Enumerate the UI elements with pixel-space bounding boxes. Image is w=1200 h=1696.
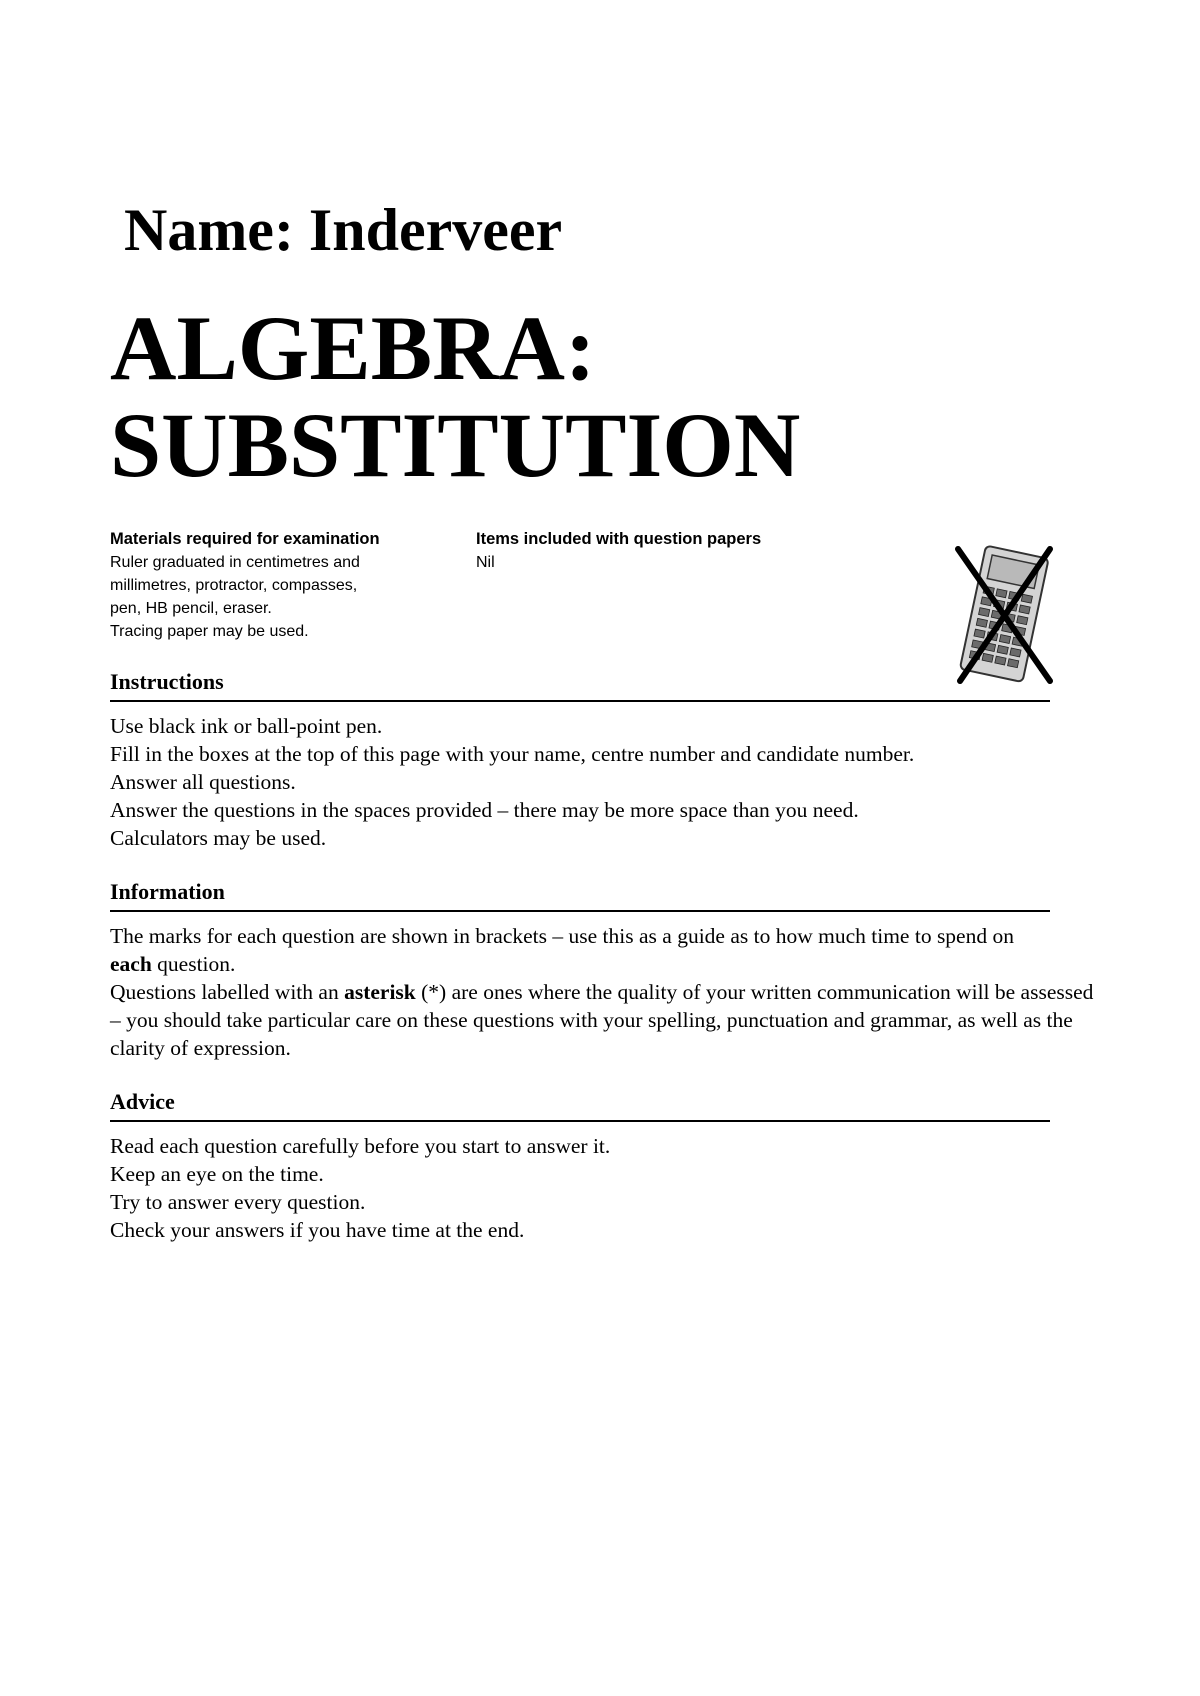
information-paragraph-1 [110, 922, 1060, 978]
instructions-section [110, 668, 1050, 852]
instruction-line: Use black ink or ball-point pen. [110, 714, 383, 738]
advice-line: Check your answers if you have time at the end. [110, 1218, 525, 1242]
instruction-line: Answer all questions. [110, 770, 296, 794]
materials-required [110, 528, 440, 643]
instructions-heading: Instructions [110, 668, 1050, 702]
info-text: Questions labelled with an [110, 980, 345, 1004]
candidate-name [124, 197, 563, 263]
advice-section [110, 1088, 1050, 1244]
advice-line: Keep an eye on the time. [110, 1162, 324, 1186]
advice-line: Try to answer every question. [110, 1190, 366, 1214]
paper-title [110, 297, 801, 496]
information-body [110, 922, 1094, 1062]
name-label: Name: [124, 197, 294, 263]
materials-line: millimetres, protractor, compasses, [110, 577, 358, 594]
items-heading: Items included with question papers [476, 530, 762, 548]
info-text: The marks for each question are shown in brackets – use this as a guide as to how much time to spend on [110, 924, 1014, 948]
title-line-1: ALGEBRA: [110, 297, 596, 399]
materials-line: Tracing paper may be used. [110, 623, 309, 640]
instruction-line: Calculators may be used. [110, 826, 327, 850]
advice-heading: Advice [110, 1088, 1050, 1122]
materials-line: pen, HB pencil, eraser. [110, 600, 272, 617]
instruction-line: Fill in the boxes at the top of this page with your name, centre number and candidate number. [110, 742, 915, 766]
instructions-body [110, 712, 1050, 852]
info-bold-text: each [110, 952, 152, 976]
items-value: Nil [476, 554, 495, 571]
calculator-crossed-icon [950, 545, 1060, 685]
info-text: (*) are ones where the quality of your written communication will be assessed – you should take particular care on these questions with your spelling, punctuation and grammar, as well as the clarity of expression. [110, 980, 1094, 1060]
information-section [110, 878, 1094, 1062]
materials-line: Ruler graduated in centimetres and [110, 554, 360, 571]
info-text: question. [151, 952, 236, 976]
advice-body [110, 1132, 1050, 1244]
instruction-line: Answer the questions in the spaces provided – there may be more space than you need. [110, 798, 859, 822]
name-value: Inderveer [308, 197, 563, 263]
information-heading: Information [110, 878, 1050, 912]
info-bold-text: asterisk [344, 980, 416, 1004]
items-included [476, 528, 836, 574]
materials-heading: Materials required for examination [110, 530, 380, 548]
information-paragraph-2 [110, 978, 1100, 1062]
title-line-2: SUBSTITUTION [110, 394, 801, 496]
advice-line: Read each question carefully before you start to answer it. [110, 1134, 611, 1158]
